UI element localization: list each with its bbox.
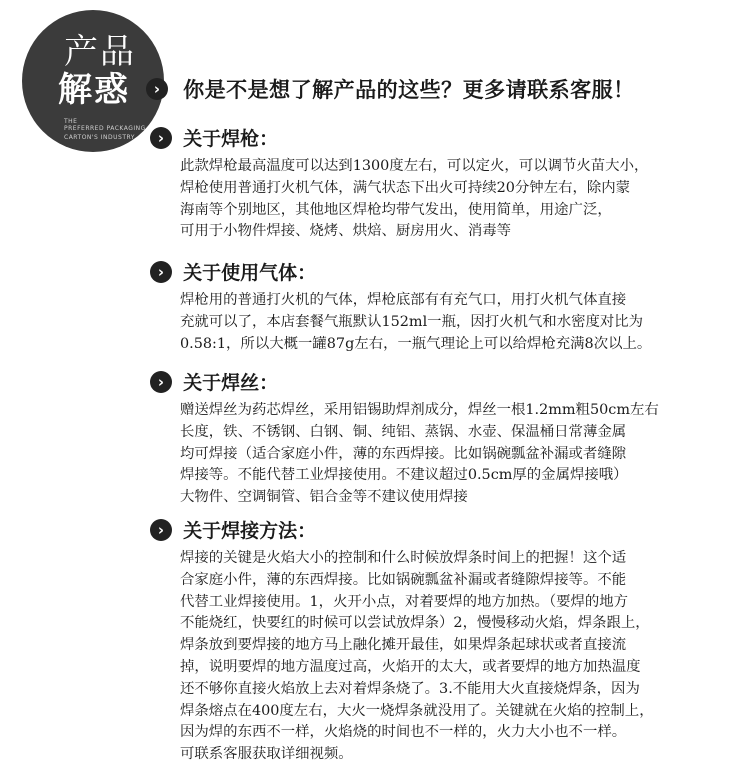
body-line: 赠送焊丝为药芯焊丝，采用铝锡助焊剂成分，焊丝一根1.2mm粗50cm左右 — [180, 402, 659, 418]
body-line: 因为焊的东西不一样，火焰烧的时间也不一样的，火力大小也不一样。 — [180, 724, 627, 741]
body-line: 长度，铁、不锈钢、白钢、铜、纯铝、蒸锅、水壶、保温桶日常薄金属 — [180, 423, 627, 440]
section-title-text: 关于焊接方法： — [183, 520, 317, 542]
section-title-text: 关于焊丝： — [183, 372, 279, 394]
badge-circle — [22, 10, 164, 152]
chevron-right-icon: › — [146, 78, 168, 100]
chevron-right-icon: › — [150, 371, 172, 393]
section-title — [150, 258, 740, 286]
body-line: 代替工业焊接使用。1，火开小点，对着要焊的地方加热。（要焊的地方 — [180, 593, 629, 610]
section-body — [180, 290, 740, 355]
body-line: 焊条熔点在400度左右，大火一烧焊条就没用了。关键就在火焰的控制上， — [180, 702, 654, 719]
body-line: 可联系客服获取详细视频。 — [180, 746, 353, 763]
section-body — [180, 400, 740, 509]
section-welding-torch — [150, 124, 740, 243]
badge-subtitle-3: CARTON'S INDUSTRY — [64, 134, 135, 141]
body-line: 不能烧红，快要红的时候可以尝试放焊条）2，慢慢移动火焰，焊条跟上， — [180, 615, 650, 632]
section-title — [150, 516, 740, 544]
body-line: 大物件、空调铜管、铝合金等不建议使用焊接 — [180, 489, 468, 506]
body-line: 焊枪用的普通打火机的气体，焊枪底部有有充气口，用打火机气体直接 — [180, 292, 627, 308]
body-line: 焊枪使用普通打火机气体，满气状态下出火可持续20分钟左右，除内蒙 — [180, 179, 631, 196]
section-title — [150, 368, 740, 396]
badge-title-line1: 产品 — [64, 32, 136, 72]
badge-subtitle-1: THE — [64, 118, 78, 125]
section-gas — [150, 258, 740, 355]
chevron-right-icon: › — [150, 261, 172, 283]
chevron-right-icon: › — [150, 519, 172, 541]
section-welding-method — [150, 516, 740, 766]
headline — [146, 74, 635, 104]
body-line: 均可焊接（适合家庭小件，薄的东西焊接。比如锅碗瓢盆补漏或者缝隙 — [180, 445, 627, 462]
body-line: 掉，说明要焊的地方温度过高，火焰开的太大，或者要焊的地方加热温度 — [180, 658, 641, 675]
body-line: 充就可以了，本店套餐气瓶默认152ml一瓶，因打火机气和水密度对比为 — [180, 313, 644, 330]
section-body — [180, 548, 740, 766]
badge-title-line2: 解惑 — [58, 70, 130, 110]
section-title-text: 关于使用气体： — [183, 262, 317, 284]
body-line: 焊接的关键是火焰大小的控制和什么时候放焊条时间上的把握！这个适 — [180, 550, 627, 566]
body-line: 焊接等。不能代替工业焊接使用。不建议超过0.5cm厚的金属焊接哦） — [180, 467, 628, 484]
badge-subtitle-2: PREFERRED PACKAGING — [64, 125, 146, 132]
section-title — [150, 124, 740, 152]
body-line: 可用于小物件焊接、烧烤、烘焙、厨房用火、消毒等 — [180, 223, 511, 240]
headline-text: 你是不是想了解产品的这些？更多请联系客服！ — [183, 77, 635, 102]
body-line: 海南等个别地区，其他地区焊枪均带气发出，使用简单，用途广泛， — [180, 201, 612, 218]
body-line: 此款焊枪最高温度可以达到1300度左右，可以定火，可以调节火苗大小， — [180, 158, 649, 174]
body-line: 还不够你直接火焰放上去对着焊条烧了。3.不能用大火直接烧焊条，因为 — [180, 680, 640, 697]
section-welding-wire — [150, 368, 740, 509]
body-line: 0.58:1，所以大概一罐87g左右，一瓶气理论上可以给焊枪充满8次以上。 — [180, 335, 652, 352]
body-line: 合家庭小件，薄的东西焊接。比如锅碗瓢盆补漏或者缝隙焊接等。不能 — [180, 571, 627, 588]
body-line: 焊条放到要焊接的地方马上融化摊开最佳，如果焊条起球状或者直接流 — [180, 637, 627, 654]
section-body — [180, 156, 740, 243]
chevron-right-icon: › — [150, 127, 172, 149]
section-title-text: 关于焊枪： — [183, 128, 279, 150]
